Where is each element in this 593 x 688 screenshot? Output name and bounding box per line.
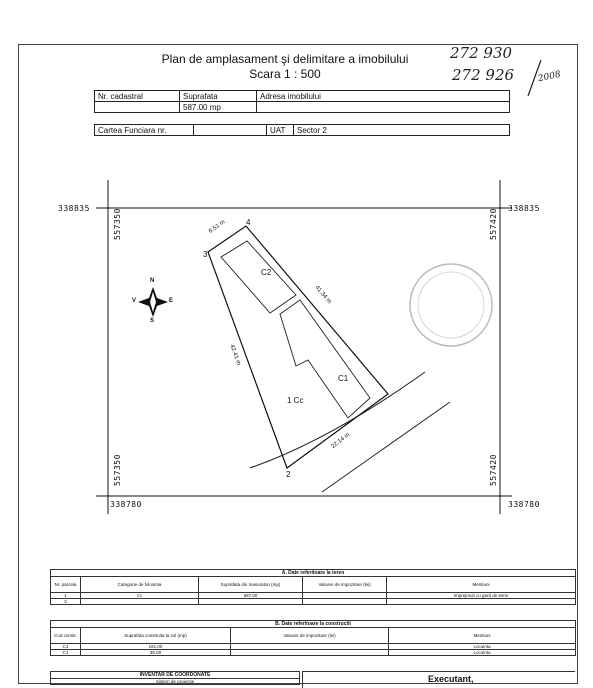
official-stamp-inner [418, 272, 484, 338]
construction-cell: 191.00 [81, 644, 231, 650]
handwritten-number-1: 272 930 [450, 44, 513, 62]
plan-title: Plan de amplasament şi delimitare a imobilului [161, 52, 409, 66]
coord-bottom-left: 338780 [110, 500, 142, 509]
dimension-left: 42.41 m [228, 343, 242, 367]
official-stamp [410, 264, 492, 346]
land-cell: 2 [51, 599, 81, 605]
land-cell [81, 599, 199, 605]
construction-header: Cod constr. [51, 628, 81, 644]
land-cell [303, 599, 387, 605]
construction-cell: C1 [51, 650, 81, 656]
construction-table-title: B. Date referitoare la constructii [51, 621, 576, 628]
construction-cell: Locuinta [389, 644, 576, 650]
construction-header: Mentiuni [389, 628, 576, 644]
plan-scale: Scara 1 : 500 [249, 67, 321, 81]
coord-bottom-right: 338780 [508, 500, 540, 509]
land-cell: 587.00 [199, 593, 303, 599]
construction-header: Valoare de impozitare (lei) [231, 628, 389, 644]
uat-value: Sector 2 [294, 125, 510, 136]
land-header: Nr. parcela [51, 577, 81, 593]
building-c1-label: C1 [338, 374, 349, 383]
coordinate-inventory-table [50, 671, 300, 685]
land-cell [387, 599, 576, 605]
land-table-title: A. Date referitoare la teren [51, 570, 576, 577]
land-cell: Imprejmuit cu gard de lemn [387, 593, 576, 599]
construction-cell [231, 650, 389, 656]
coord-top-right: 338835 [508, 204, 540, 213]
land-cell [199, 599, 303, 605]
parcel-category-label: 1 Cc [287, 396, 304, 405]
construction-header: Suprafata construita la sol (mp) [81, 628, 231, 644]
land-data-table [50, 569, 576, 605]
point-4-label: 4 [246, 218, 251, 227]
executant-label: Executant, [428, 674, 474, 684]
land-cell: 1 [51, 593, 81, 599]
land-header: Categorie de folosinta [81, 577, 199, 593]
cadastral-label: Nr. cadastral [95, 91, 180, 102]
construction-cell: 35.00 [81, 650, 231, 656]
land-header: Valoare de impozitare (lei) [303, 577, 387, 593]
inventory-subtitle: Sistem de proiectie [51, 679, 300, 685]
coordinate-grid [96, 180, 512, 514]
coord-top-left: 338835 [58, 204, 90, 213]
land-header: Mentiuni [387, 577, 576, 593]
area-value: 587.00 mp [180, 102, 257, 113]
coord-left-bottom: 557350 [113, 454, 122, 486]
coord-right-bottom: 557420 [489, 454, 498, 486]
handwritten-number-2: 272 926 [452, 66, 515, 84]
street-edges [250, 372, 450, 492]
coord-left-top: 557350 [113, 208, 122, 240]
address-label: Adresa imobilului [257, 91, 510, 102]
construction-cell: Locuinta [389, 650, 576, 656]
point-3-label: 3 [203, 250, 208, 259]
compass-south: S [150, 318, 155, 324]
dimension-bottom: 22.14 m [330, 431, 352, 451]
compass-north: N [150, 278, 155, 284]
table-row [51, 599, 576, 605]
dimension-top: 6.51 m [207, 219, 227, 235]
construction-data-table [50, 620, 576, 656]
dimension-right: 41.34 m [313, 284, 333, 306]
compass-west: V [132, 298, 137, 304]
construction-cell: C1 [51, 644, 81, 650]
building-c2 [221, 241, 296, 313]
compass-rose-icon [138, 287, 168, 317]
coord-right-top: 557420 [489, 208, 498, 240]
land-header: Suprafata din masuratori (mp) [199, 577, 303, 593]
land-cell: Cc [81, 593, 199, 599]
area-label: Suprafata [180, 91, 257, 102]
compass-east: E [169, 298, 174, 304]
point-2-label: 2 [286, 470, 291, 479]
building-c2-label: C2 [261, 268, 272, 277]
handwritten-year: 2008 [537, 69, 562, 85]
table-row [51, 650, 576, 656]
inventory-title: INVENTAR DE COORDONATE [51, 672, 300, 679]
land-book-label: Cartea Funciara nr. [95, 125, 194, 136]
uat-label: UAT [267, 125, 294, 136]
